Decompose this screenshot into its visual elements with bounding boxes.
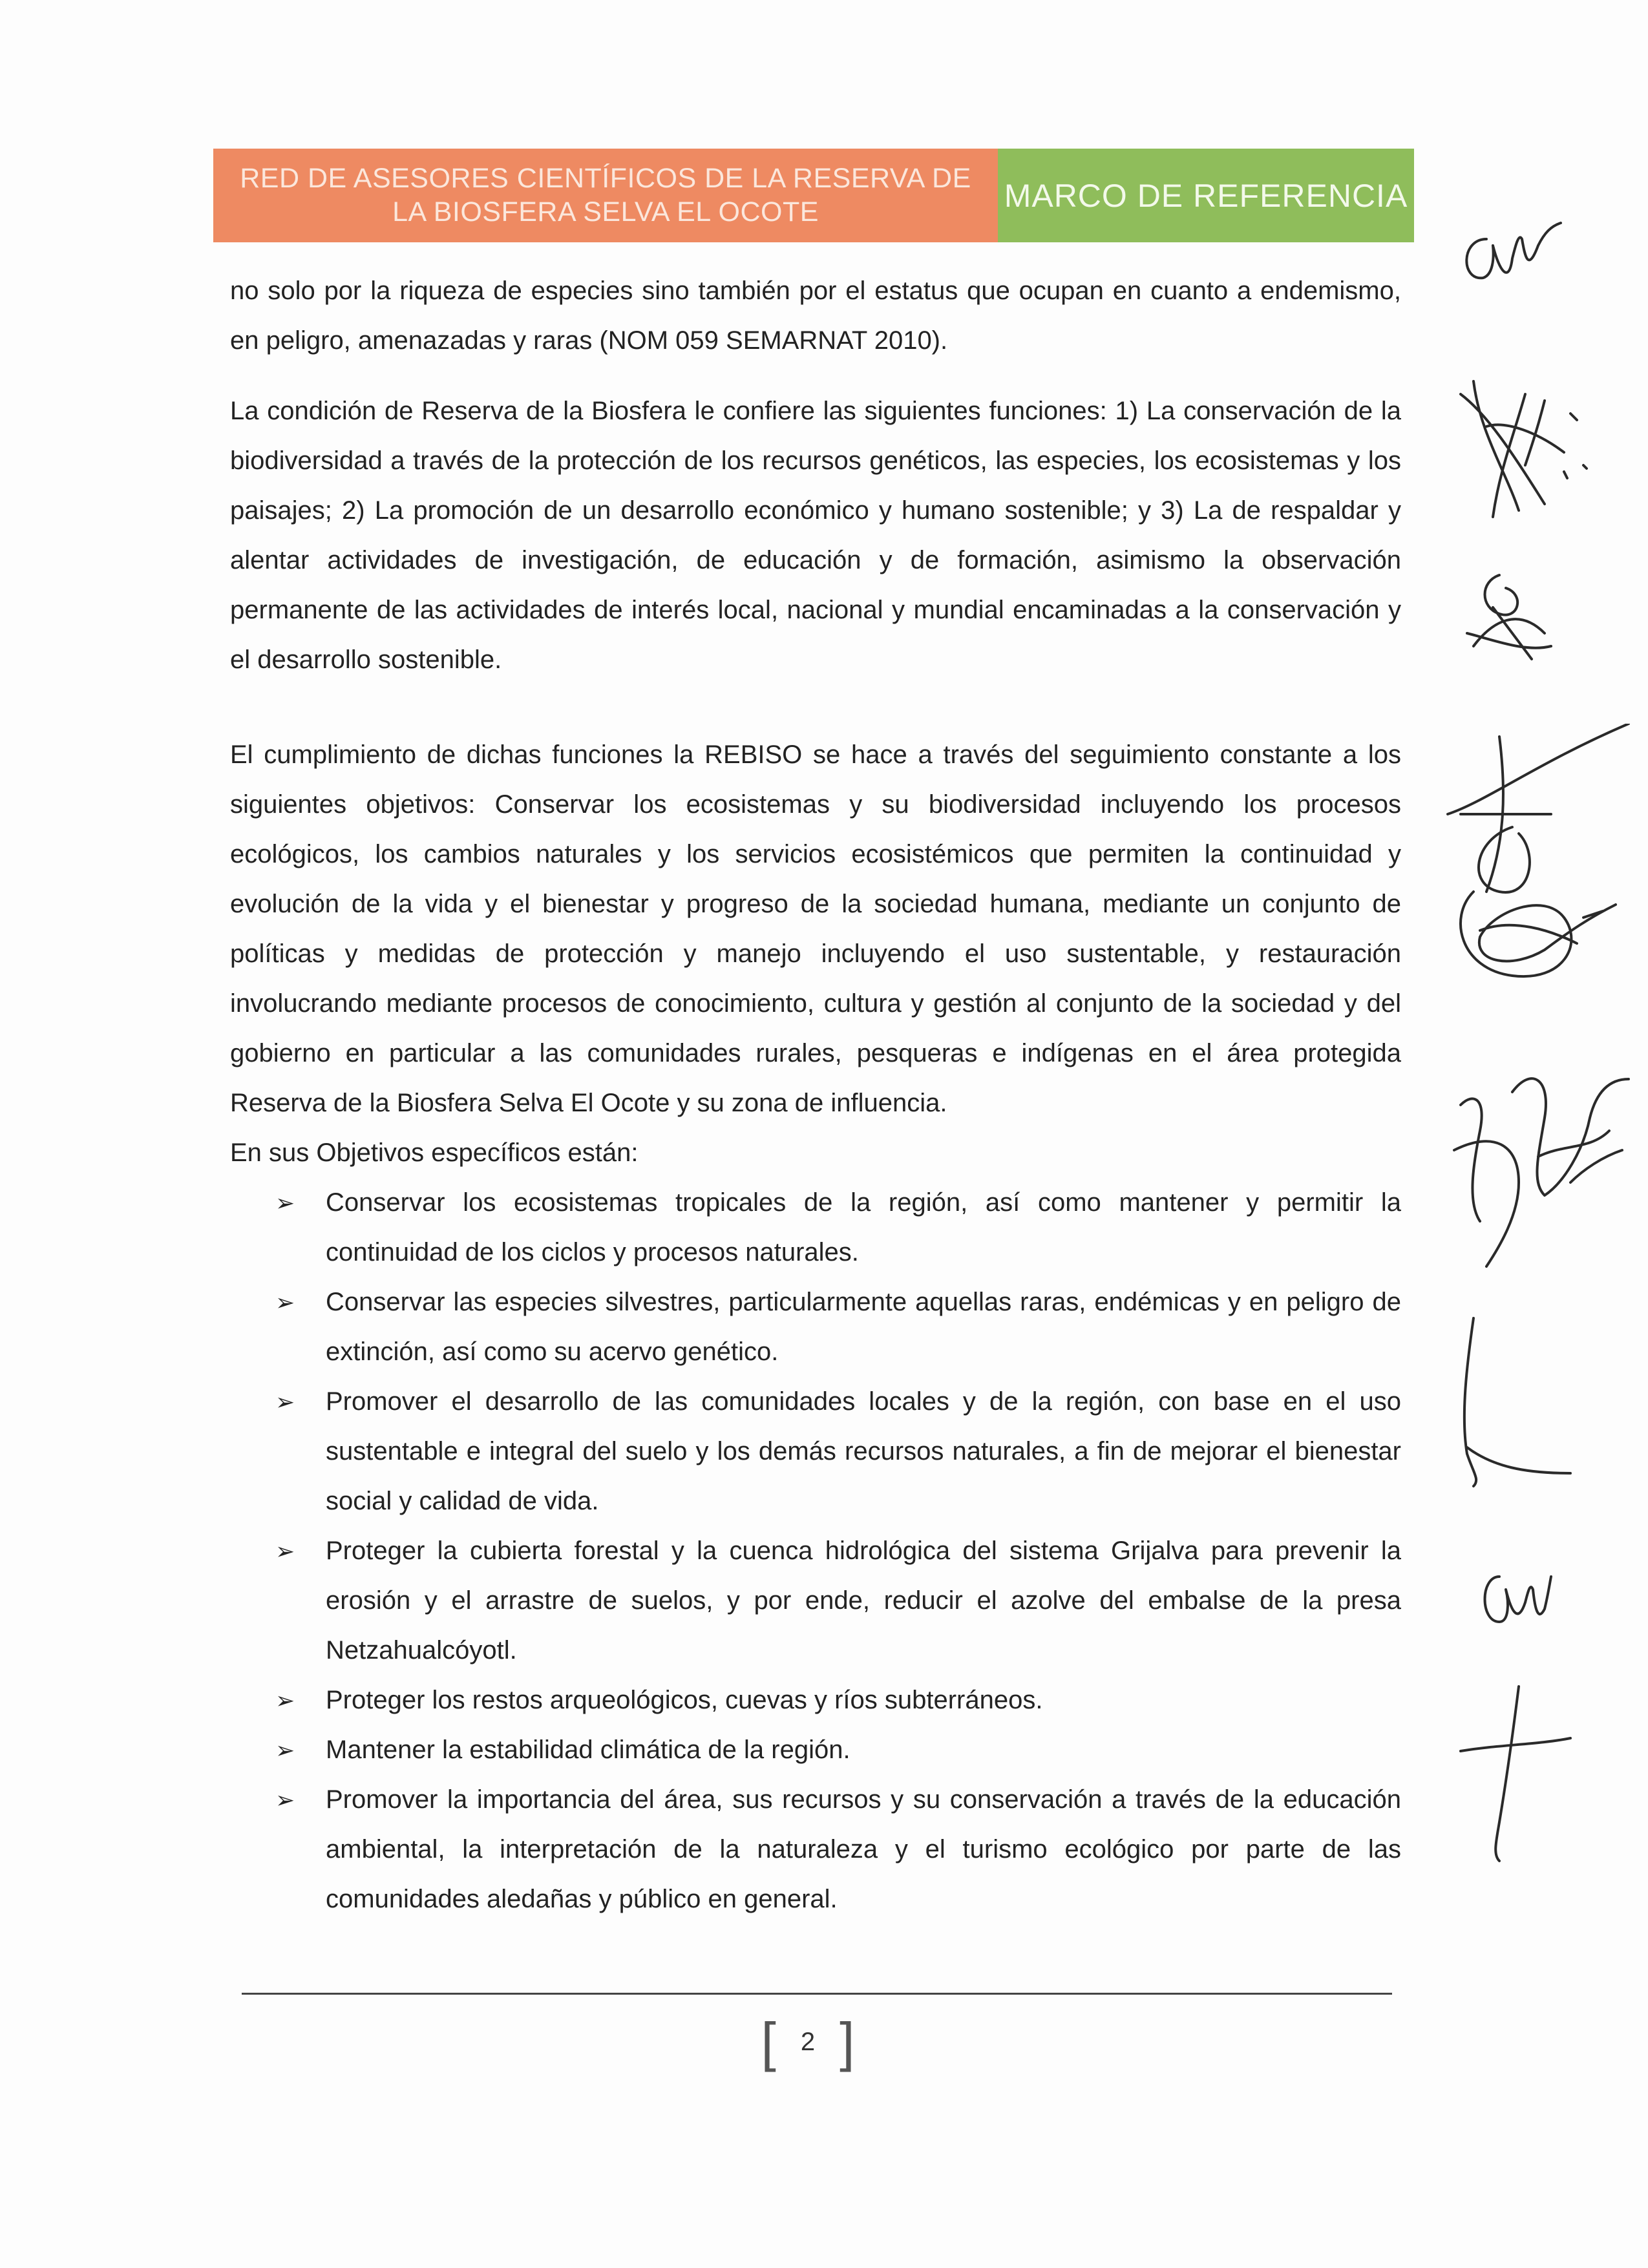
signature-1 — [1448, 220, 1577, 297]
signature-6 — [1454, 1312, 1583, 1493]
signature-7 — [1474, 1564, 1564, 1641]
signature-4 — [1435, 724, 1642, 995]
page-number: [ 2 ] — [761, 2011, 855, 2072]
header-banner — [213, 149, 1414, 242]
list-item — [230, 1178, 1401, 1277]
list-item-text: Conservar los ecosistemas tropicales de la región, así como mantener y permitir la continuidad de los ciclos y procesos naturales. — [326, 1188, 1401, 1266]
arrow-bullet-icon: ➢ — [275, 1737, 295, 1763]
arrow-bullet-icon: ➢ — [275, 1538, 295, 1564]
signature-3 — [1454, 569, 1558, 666]
list-item — [230, 1526, 1401, 1675]
header-section-title: MARCO DE REFERENCIA — [998, 149, 1414, 242]
list-item — [230, 1775, 1401, 1924]
objectives-list — [230, 1178, 1401, 1924]
list-item — [230, 1725, 1401, 1775]
arrow-bullet-icon: ➢ — [275, 1289, 295, 1316]
footer-divider — [242, 1993, 1392, 1995]
margin-signatures — [1422, 220, 1648, 1874]
list-item-text: Proteger la cubierta forestal y la cuenca hidrológica del sistema Grijalva para prevenir la erosión y el arrastre de suelos, y por ende, reducir el azolve del embalse de la presa Netzahualcóyotl. — [326, 1537, 1401, 1664]
paragraph-3: El cumplimiento de dichas funciones la REBISO se hace a través del seguimiento constante a los siguientes objetivos: Conservar los ecosistemas y su biodiversidad incluyendo los procesos ecológicos, los cambios naturales y los servicios ecosistémicos que permiten la continuidad y evolución de la vida y el bienestar y progreso de la sociedad humana, mediante un conjunto de políticas y medidas de protección y manejo incluyendo el uso sustentable, y restauración involucrando mediante procesos de conocimiento, cultura y gestión al conjunto de la sociedad y del gobierno en particular a las comunidades rurales, pesqueras e indígenas en el área protegida Reserva de la Biosfera Selva El Ocote y su zona de influencia. — [230, 740, 1401, 1117]
document-body — [230, 266, 1401, 1924]
arrow-bullet-icon: ➢ — [275, 1787, 295, 1813]
list-item-text: Conservar las especies silvestres, particularmente aquellas raras, endémicas y en peligro de extinción, así como su acervo genético. — [326, 1288, 1401, 1366]
list-item — [230, 1277, 1401, 1377]
list-item-text: Proteger los restos arqueológicos, cuevas y ríos subterráneos. — [326, 1686, 1043, 1714]
arrow-bullet-icon: ➢ — [275, 1190, 295, 1216]
paragraph-1: no solo por la riqueza de especies sino también por el estatus que ocupan en cuanto a endemismo, en peligro, amenazadas y raras (NOM 059 SEMARNAT 2010). — [230, 277, 1401, 355]
list-item-text: Mantener la estabilidad climática de la región. — [326, 1736, 850, 1764]
header-organization-title: RED DE ASESORES CIENTÍFICOS DE LA RESERVA DE LA BIOSFERA SELVA EL OCOTE — [213, 149, 998, 242]
paragraph-2: La condición de Reserva de la Biosfera le confiere las siguientes funciones: 1) La conservación de la biodiversidad a través de la protección de los recursos genéticos, las especies, los ecosistemas y los paisajes; 2) La promoción de un desarrollo económico y humano sostenible; y 3) La de respaldar y alentar actividades de investigación, de educación y de formación, asimismo la observación permanente de las actividades de interés local, nacional y mundial encaminadas a la conservación y el desarrollo sostenible. — [230, 397, 1401, 674]
signature-2 — [1448, 375, 1603, 523]
page-number-value: 2 — [800, 2027, 816, 2056]
signature-8 — [1448, 1674, 1577, 1867]
arrow-bullet-icon: ➢ — [275, 1687, 295, 1714]
list-item-text: Promover la importancia del área, sus recursos y su conservación a través de la educación ambiental, la interpretación de la naturaleza y el turismo ecológico por parte de las comunidades aledañas y público en general. — [326, 1785, 1401, 1913]
objectives-heading: En sus Objetivos específicos están: — [230, 1139, 639, 1167]
list-item-text: Promover el desarrollo de las comunidades locales y de la región, con base en el uso sustentable e integral del suelo y los demás recursos naturales, a fin de mejorar el bienestar social y calidad de vida. — [326, 1387, 1401, 1515]
arrow-bullet-icon: ➢ — [275, 1389, 295, 1415]
list-item — [230, 1377, 1401, 1526]
signature-5 — [1441, 1053, 1635, 1273]
list-item — [230, 1675, 1401, 1725]
